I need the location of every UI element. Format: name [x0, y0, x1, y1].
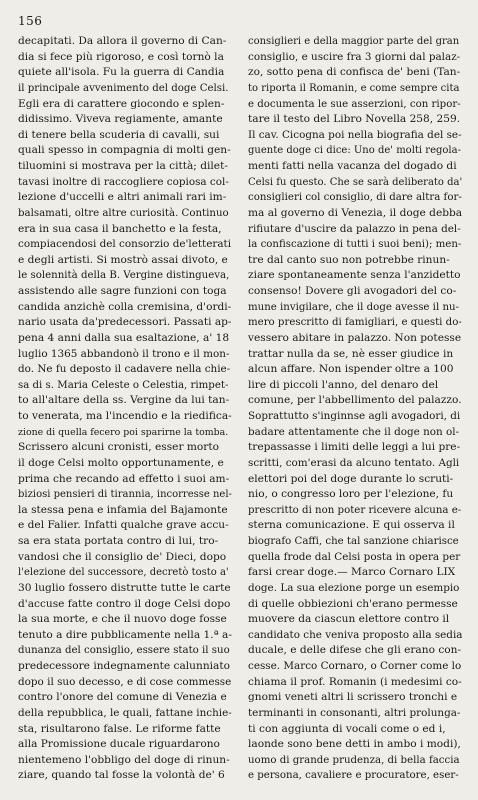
text-line: il principale avvenimento del doge Celsi.: [18, 82, 229, 94]
text-line: balsamati, oltre altre curiosità. Continuo: [18, 207, 229, 219]
text-line: candida anzichè colla cremisina, d'ordi-: [18, 300, 232, 313]
text-line: zo, sotto pena di confisca de' beni (Tan-: [248, 66, 461, 79]
text-line: lezione d'uccelli e altri animali rari im-: [18, 191, 227, 204]
text-line: elettori poi del doge durante lo scruti-: [248, 472, 454, 485]
text-line: di quelle obbiezioni ch'erano permesse: [248, 597, 458, 610]
text-line: ziare, quando tal fosse la volontà de' 6: [18, 769, 225, 782]
text-line: consenso! Dovere gli avogadori del co-: [248, 285, 457, 297]
text-line: sa era stata portata contro di lui, tro-: [18, 535, 219, 547]
text-line: do. Ne fu deposto il cadavere nella chie-: [18, 363, 231, 376]
text-line: dia si fece più rigoroso, e così tornò la: [18, 50, 224, 63]
text-line: Soprattutto s'inginnse agli avogadori, di: [248, 410, 461, 422]
left-column: [18, 34, 232, 784]
text-line: decapitati. Da allora il governo di Can-: [18, 35, 227, 47]
text-line: mune invigilare, che il doge avesse il nu-: [248, 301, 460, 313]
text-line: farsi crear doge.— Marco Cornaro LIX: [248, 566, 456, 579]
text-line: to riporta il Romanin, e come sempre cita: [248, 82, 460, 94]
text-line: prima che recando ad effetto i suoi am-: [18, 472, 230, 485]
text-line: tenuto a dire pubblicamente nella 1.ª a-: [18, 628, 232, 641]
text-line: tavasi inoltre di raccogliere copiosa col-: [18, 175, 229, 188]
text-line: e persona, cavaliere e procuratore, eser-: [248, 770, 459, 782]
text-line: consiglio, e uscire fra 3 giorni dal palaz-: [248, 50, 461, 63]
text-line: tiluomini si mostrava per la città; dilet-: [18, 160, 228, 172]
text-line: pena 4 anni dalla sua esaltazione, a' 18: [18, 331, 230, 344]
text-line: trattar nulla da se, nè esser giudice in: [248, 347, 454, 360]
text-line: sta, risultarono false. Le riforme fatte: [18, 722, 221, 735]
text-line: era in sua casa il banchetto e la festa,: [18, 222, 222, 235]
text-line: terminanti in consonanti, altri prolunga-: [248, 706, 461, 719]
text-line: ma al governo di Venezia, il doge debba: [248, 206, 462, 219]
text-line: cesse. Marco Cornaro, o Corner come lo: [248, 660, 462, 672]
text-line: e degli artisti. Si mostrò assai divoto, e: [18, 253, 228, 266]
text-line: Egli era di carattere giocondo e splen-: [18, 97, 225, 110]
text-line: zione di quella fecero poi sparirne la tomba.: [18, 426, 229, 438]
text-line: trepassasse i limiti delle leggi a lui pre-: [248, 441, 461, 454]
text-line: tre dal canto suo non potrebbe rinun-: [248, 253, 450, 266]
text-line: e del Falier. Infatti qualche grave accu-: [18, 519, 229, 532]
text-line: comune, per l'abbellimento del palazzo.: [248, 394, 462, 407]
text-line: vandosi che il consiglio de' Dieci, dopo: [18, 550, 227, 563]
text-line: ziare spontaneamente senza l'anzidetto: [248, 269, 461, 282]
text-line: dunanza del consiglio, essere stato il suo: [18, 645, 230, 657]
text-line: 30 luglio fossero distrutte tutte le carte: [18, 581, 231, 594]
text-line: biografo Caffi, che tal sanzione chiarisce: [248, 536, 459, 547]
text-line: la confiscazione di tutti i suoi beni); men-: [248, 239, 462, 251]
text-line: doge. La sua elezione porge un esempio: [248, 581, 460, 594]
text-line: nario usata da'predecessori. Passati ap-: [18, 316, 232, 329]
text-line: lire di piccoli l'anno, del denaro del: [248, 378, 439, 391]
text-line: didissimo. Viveva regiamente, amante: [18, 113, 223, 126]
text-line: ti con aggiunta di vocali come o ed i,: [248, 722, 446, 735]
text-line: mero prescritto di famigliari, e questi do-: [248, 317, 462, 329]
text-line: quali spesso in compagnia di molti gen-: [18, 144, 231, 157]
text-line: quiete all'isola. Fu la guerra di Candia: [18, 66, 225, 79]
text-line: la stessa pena e infamia del Bajamonte: [18, 503, 228, 516]
text-line: guente doge ci dice: Uno de' molti regola-: [248, 145, 461, 157]
text-line: to all'altare della ss. Vergine da lui tan-: [18, 394, 230, 407]
text-line: scritti, com'erasi da alcuno tentato. Agli: [248, 456, 460, 469]
column-gutter: [240, 34, 241, 784]
text-line: e documenta le sue asserzioni, con ripor-: [248, 98, 461, 110]
text-line: della repubblica, le quali, fattane inchie-: [18, 706, 232, 719]
text-line: sa di s. Maria Celeste o Celestia, rimpet-: [18, 379, 229, 391]
text-line: candidato che veniva proposto alla sedia: [248, 628, 462, 641]
text-line: vessero abitare in palazzo. Non potesse: [248, 331, 462, 344]
text-line: alla Promissione ducale riguardarono: [18, 738, 220, 751]
text-line: laonde sono bene detti in ambo i modi),: [248, 738, 461, 751]
text-line: sterna comunicazione. E qui osserva il: [248, 519, 455, 532]
text-line: nio, o congresso loro per l'elezione, fu: [248, 488, 454, 501]
text-line: dopo il suo decesso, e di cose commesse: [18, 675, 232, 688]
text-line: contro l'onore del comune di Venezia e: [18, 691, 227, 704]
text-line: luglio 1365 abbandonò il trono e il mon-: [18, 347, 230, 360]
right-column: [248, 34, 462, 784]
text-line: la sua morte, e che il nuovo doge fosse: [18, 613, 227, 626]
page-number: 156: [18, 14, 43, 28]
text-line: to venerata, ma l'incendio e la riedifica-: [18, 410, 232, 422]
text-line: il doge Celsi molto opportunamente, e: [18, 456, 224, 469]
text-line: menti fatti nella vacanza del dogado di: [248, 160, 457, 172]
text-line: di tenere bella scuderia di cavalli, sui: [18, 128, 220, 141]
text-line: alcun affare. Non ispender oltre a 100: [248, 363, 454, 376]
text-line: rifiutare d'uscire da palazzo in pena del-: [248, 222, 461, 235]
text-line: Scrissero alcuni cronisti, esser morto: [18, 441, 220, 454]
text-line: Il cav. Cicogna poi nella biografia del se-: [248, 128, 462, 141]
text-line: muovere da ciascun elettore contro il: [248, 613, 450, 626]
text-line: assistendo alle sagre funzioni con toga: [18, 285, 227, 297]
text-line: Celsi fu questo. Che se sarà deliberato da': [248, 176, 462, 188]
text-line: le solennità della B. Vergine distingueva,: [18, 270, 230, 282]
text-line: consiglieri e della maggior parte del gran: [248, 36, 460, 47]
text-line: biziosi pensieri di tirannia, incorresse nel-: [18, 489, 232, 501]
text-line: quella frode dal Celsi posta in opera per: [248, 550, 461, 563]
text-line: compiacendosi del consorzio de'letterati: [18, 238, 232, 251]
text-line: gnomi veneti altri li scrissero tronchi e: [248, 691, 458, 704]
text-line: chiama il prof. Romanin (i medesimi co-: [248, 675, 462, 688]
text-line: d'accuse fatte contro il doge Celsi dopo: [18, 597, 231, 610]
text-line: predecessore indegnamente calunniato: [18, 660, 230, 672]
text-line: uomo di grande prudenza, di bella faccia: [248, 754, 460, 766]
text-line: badare attentamente che il doge non ol-: [248, 425, 460, 438]
text-line: consiglieri col consiglio, di dare altra for-: [248, 192, 462, 204]
text-line: tare il testo del Libro Novella 258, 259.: [248, 113, 461, 126]
text-line: ducale, e delle difese che gli erano con-: [248, 644, 462, 657]
text-line: l'elezione del successore, decretò tosto a': [18, 567, 229, 579]
text-columns: [18, 34, 462, 784]
text-line: nientemeno l'obbligo del doge di rinun-: [18, 753, 230, 766]
text-line: prescritto di non poter ricevere alcuna e-: [248, 504, 462, 516]
